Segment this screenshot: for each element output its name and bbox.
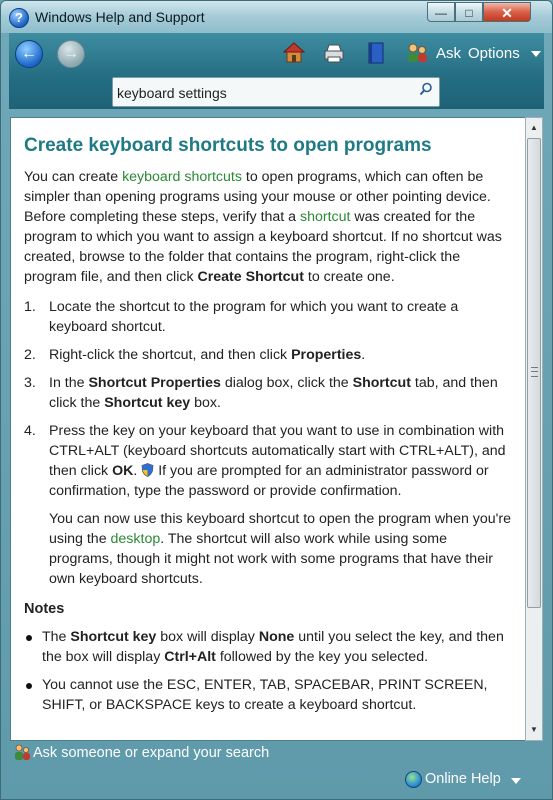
note-bold: Shortcut key [70, 629, 157, 645]
note-text: box will display [156, 629, 259, 645]
step-bold: Shortcut Properties [88, 375, 221, 391]
step-item [24, 345, 512, 365]
notes-heading: Notes [24, 601, 65, 617]
note-bold: Ctrl+Alt [164, 649, 216, 665]
ask-people-icon[interactable] [13, 743, 31, 761]
article-title: Create keyboard shortcuts to open programs [24, 135, 432, 156]
uac-shield-icon [141, 463, 154, 477]
intro-text: to open programs, which can often be simpler than opening programs using your mouse or other pointing device. Before completing these steps, verify that a [24, 169, 491, 225]
note-text: You cannot use the ESC, ENTER, TAB, SPACEBAR, PRINT SCREEN, SHIFT, or BACKSPACE keys to create a keyboard shortcut. [42, 677, 488, 713]
ask-people-icon[interactable] [405, 41, 429, 65]
step-item [24, 421, 512, 589]
step-bold: OK [112, 463, 134, 479]
print-icon[interactable] [322, 41, 346, 65]
step-text: box. [190, 395, 221, 411]
browse-help-book-icon[interactable] [364, 41, 388, 65]
title-bar[interactable] [1, 1, 553, 33]
search-icon[interactable] [419, 82, 433, 96]
online-help-menu[interactable]: Online Help [425, 771, 501, 787]
ask-someone-link[interactable]: Ask someone or expand your search [33, 745, 270, 761]
step-text: . [361, 347, 366, 363]
note-text: followed by the key you selected. [215, 649, 429, 665]
step-number: 2. [24, 347, 36, 363]
step-text: Press the key on your keyboard that you want to use in combination with CTRL+ALT (keyboard shortcuts automatically start with CTRL+ALT), and then click [49, 423, 506, 479]
window-title: Windows Help and Support [35, 9, 205, 25]
desktop-link[interactable]: desktop [110, 531, 161, 547]
search-input[interactable] [117, 83, 413, 103]
ask-link[interactable]: Ask [436, 45, 462, 62]
online-help-dropdown-arrow-icon[interactable] [511, 778, 521, 784]
help-content-pane [10, 117, 527, 741]
options-menu[interactable]: Options [468, 45, 520, 62]
step-text: In the [49, 375, 89, 391]
shortcut-link[interactable]: shortcut [300, 209, 351, 225]
note-text: The [42, 629, 71, 645]
article [24, 134, 512, 723]
step-text: Right-click the shortcut, and then click [49, 347, 292, 363]
toolbar [9, 33, 544, 109]
intro-bold: Create Shortcut [197, 269, 304, 285]
step-text: . The shortcut will also work while using some programs, though it might not work with some programs that have their own keyboard shortcuts. [49, 531, 493, 587]
search-box[interactable] [112, 77, 440, 107]
steps-list [24, 297, 512, 589]
step-text: Locate the shortcut to the program for which you want to create a keyboard shortcut. [49, 299, 459, 335]
scrollbar-thumb[interactable] [527, 138, 541, 608]
scroll-down-icon[interactable]: ▼ [530, 725, 538, 734]
step-number: 4. [24, 423, 36, 439]
step-text: . [133, 463, 142, 479]
help-app-icon: ? [9, 8, 29, 28]
vertical-scrollbar[interactable] [525, 117, 543, 741]
step-followup-paragraph [49, 509, 512, 589]
step-text: You can now use this keyboard shortcut to open the program when you're using the [49, 511, 511, 547]
scroll-up-icon[interactable]: ▲ [530, 123, 538, 132]
note-item [24, 627, 512, 667]
note-bold: None [258, 629, 295, 645]
intro-text: was created for the program to which you want to assign a keyboard shortcut. If no shortcut was created, browse to the folder that contains the program, right-click the program file, and then click [24, 209, 502, 285]
minimize-button[interactable]: — [427, 2, 455, 22]
footer-bar [9, 741, 544, 797]
intro-text: to create one. [303, 269, 395, 285]
notes-list [24, 627, 512, 715]
step-bold: Shortcut [352, 375, 411, 391]
forward-button[interactable]: → [57, 40, 85, 68]
step-bold: Properties [291, 347, 362, 363]
step-item [24, 373, 512, 413]
step-text: tab, and then click the [49, 375, 498, 411]
keyboard-shortcuts-link[interactable]: keyboard shortcuts [122, 169, 242, 185]
globe-icon [405, 771, 422, 788]
step-bold: Shortcut key [104, 395, 191, 411]
close-button[interactable]: ✕ [483, 2, 531, 22]
scrollbar-grip-icon [531, 367, 538, 377]
back-button[interactable]: ← [15, 40, 43, 68]
note-item [24, 675, 512, 715]
intro-text: You can create [24, 169, 123, 185]
step-item [24, 297, 512, 337]
home-icon[interactable] [282, 41, 306, 65]
step-text: If you are prompted for an administrator password or confirmation, type the password or provide confirmation. [49, 463, 489, 499]
options-dropdown-arrow-icon[interactable] [531, 51, 541, 57]
step-text: dialog box, click the [220, 375, 353, 391]
note-text: until you select the key, and then the box will display [42, 629, 504, 665]
intro-paragraph [24, 167, 512, 287]
maximize-button[interactable]: □ [455, 2, 483, 22]
step-number: 1. [24, 299, 36, 315]
step-number: 3. [24, 375, 36, 391]
